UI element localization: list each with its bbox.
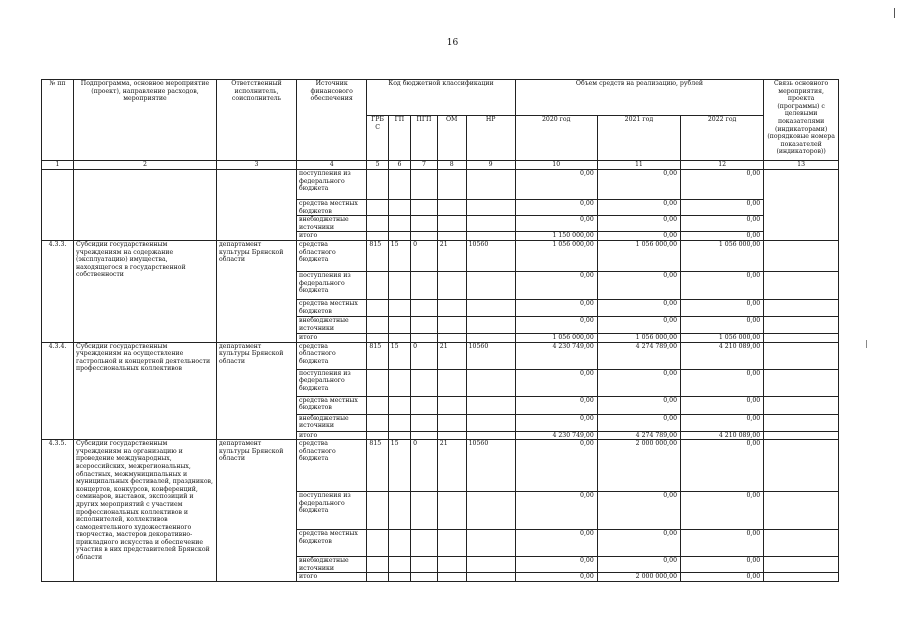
row-code-pgp [411,170,438,200]
row-value-2022: 0,00 [681,170,764,200]
row-value-2020: 1 056 000,00 [515,333,597,342]
scan-edge-mark [894,8,895,18]
row-code-pgp: 0 [411,342,438,369]
row-value-2021: 0,00 [597,369,680,396]
row-num: 4.3.3. [42,240,74,342]
row-value-2021: 0,00 [597,530,680,557]
row-value-2022: 1 056 000,00 [681,240,764,271]
column-number: 7 [411,161,438,170]
header-pgp: ПГП [411,116,438,161]
row-source: средства областного бюджета [296,342,366,369]
row-value-2020: 0,00 [515,396,597,414]
header-2021: 2021 год [597,116,680,161]
row-source: итого [296,573,366,582]
row-code-pgp [411,396,438,414]
row-value-2020: 0,00 [515,530,597,557]
row-code-om [437,216,466,232]
column-number: 11 [597,161,680,170]
header-name: Подпрограмма, основное мероприятие (проект), направление расходов, мероприятие [74,80,217,161]
row-source: средства областного бюджета [296,240,366,271]
row-source: внебюджетные источники [296,316,366,333]
row-code-gp [388,396,410,414]
row-code-om [437,492,466,530]
row-code-grbs [367,232,388,241]
row-value-2022: 0,00 [681,316,764,333]
row-code-om: 21 [437,240,466,271]
row-code-nr [466,216,515,232]
row-code-om [437,316,466,333]
row-value-2022: 0,00 [681,200,764,216]
row-source: средства областного бюджета [296,440,366,492]
row-value-2020: 0,00 [515,414,597,431]
row-value-2020: 0,00 [515,271,597,299]
row-code-om: 21 [437,342,466,369]
row-code-nr [466,316,515,333]
row-code-om [437,200,466,216]
row-code-gp: 15 [388,240,410,271]
row-link [764,414,839,431]
row-name: Субсидии государственным учреждениям на содержание (эксплуатацию) имущества, находящегося в государственной собственности [74,240,217,342]
row-value-2020: 1 056 000,00 [515,240,597,271]
row-source: внебюджетные источники [296,414,366,431]
header-link: Связь основного мероприятия, проекта (программы) с целевыми показателями (индикаторами) (порядковые номера показателей (индикаторов)) [764,80,839,161]
row-source: внебюджетные источники [296,557,366,573]
row-code-gp [388,333,410,342]
row-executor [216,170,296,241]
row-value-2021: 0,00 [597,396,680,414]
row-code-pgp: 0 [411,440,438,492]
row-value-2022: 0,00 [681,440,764,492]
header-gp: ГП [388,116,410,161]
row-code-om [437,573,466,582]
row-code-nr [466,573,515,582]
row-source: поступления из федерального бюджета [296,369,366,396]
row-num [42,170,74,241]
row-code-grbs [367,573,388,582]
row-source: поступления из федерального бюджета [296,492,366,530]
row-value-2022: 0,00 [681,573,764,582]
row-value-2021: 1 056 000,00 [597,240,680,271]
row-code-grbs [367,316,388,333]
row-link [764,271,839,299]
row-value-2020: 0,00 [515,170,597,200]
row-code-gp [388,200,410,216]
row-source: средства местных бюджетов [296,396,366,414]
row-code-nr [466,232,515,241]
row-source: средства местных бюджетов [296,530,366,557]
row-source: поступления из федерального бюджета [296,170,366,200]
table-body [42,170,839,582]
column-number: 12 [681,161,764,170]
column-number: 2 [74,161,217,170]
row-value-2022: 0,00 [681,396,764,414]
row-link [764,369,839,396]
row-executor: департамент культуры Брянской области [216,240,296,342]
row-code-pgp [411,369,438,396]
row-link [764,492,839,530]
row-code-gp [388,316,410,333]
row-value-2021: 2 000 000,00 [597,573,680,582]
row-executor: департамент культуры Брянской области [216,342,296,440]
row-code-grbs [367,414,388,431]
row-value-2022: 4 210 089,00 [681,431,764,440]
row-code-grbs [367,170,388,200]
row-code-grbs [367,200,388,216]
row-value-2021: 4 274 789,00 [597,342,680,369]
row-code-om [437,271,466,299]
row-code-gp [388,431,410,440]
row-code-grbs: 815 [367,440,388,492]
row-num: 4.3.4. [42,342,74,440]
row-code-grbs [367,271,388,299]
row-value-2022: 0,00 [681,414,764,431]
row-value-2021: 0,00 [597,200,680,216]
row-code-nr [466,333,515,342]
row-code-nr [466,369,515,396]
row-code-pgp: 0 [411,240,438,271]
row-code-nr: 10560 [466,240,515,271]
row-link [764,440,839,492]
table-row [42,170,839,200]
row-num: 4.3.5. [42,440,74,582]
row-code-pgp [411,333,438,342]
header-grbs: ГРБС [367,116,388,161]
header-budget-code: Код бюджетной классификации [367,80,515,116]
row-code-gp [388,492,410,530]
row-value-2022: 0,00 [681,232,764,241]
row-link [764,333,839,342]
column-number-row [42,161,839,170]
row-value-2021: 4 274 789,00 [597,431,680,440]
row-code-gp: 15 [388,342,410,369]
row-code-pgp [411,431,438,440]
table-row [42,240,839,271]
row-value-2020: 0,00 [515,369,597,396]
budget-table [41,79,839,582]
row-code-pgp [411,557,438,573]
row-value-2021: 0,00 [597,170,680,200]
column-number: 1 [42,161,74,170]
row-code-pgp [411,492,438,530]
row-code-pgp [411,200,438,216]
row-value-2022: 0,00 [681,216,764,232]
row-value-2022: 0,00 [681,299,764,316]
row-link [764,240,839,271]
row-code-grbs [367,369,388,396]
row-code-gp [388,557,410,573]
table-row [42,342,839,369]
column-number: 8 [437,161,466,170]
row-value-2020: 0,00 [515,316,597,333]
row-link [764,431,839,440]
row-link [764,299,839,316]
row-source: внебюджетные источники [296,216,366,232]
row-link [764,396,839,414]
row-source: поступления из федерального бюджета [296,271,366,299]
row-code-nr [466,492,515,530]
page-number: 16 [446,38,459,48]
row-value-2022: 0,00 [681,369,764,396]
header-volume: Объем средств на реализацию, рублей [515,80,764,116]
row-value-2021: 0,00 [597,492,680,530]
table-row [42,440,839,492]
row-code-gp [388,232,410,241]
row-code-om [437,557,466,573]
row-code-nr [466,414,515,431]
row-value-2021: 2 000 000,00 [597,440,680,492]
row-code-grbs [367,333,388,342]
row-code-om [437,369,466,396]
row-name: Субсидии государственным учреждениям на организацию и проведение международных, всероссийских, межрегиональных, областных, межмуниципальных и муниципальных фестивалей, праздников, концертов, конкурсов, конференций, семинаров, выставок, экспозиций и других мероприятий с участием профессиональных коллективов и исполнителей, коллективов самодеятельного художественного творчества, мастеров декоративно-прикладного искусства и обеспечение участия в них представителей Брянской области [74,440,217,582]
row-code-gp [388,271,410,299]
row-value-2020: 1 150 000,00 [515,232,597,241]
header-nr: НР [466,116,515,161]
row-value-2020: 4 230 749,00 [515,342,597,369]
row-code-om [437,396,466,414]
row-name [74,170,217,241]
row-executor: департамент культуры Брянской области [216,440,296,582]
row-code-nr [466,530,515,557]
column-number: 10 [515,161,597,170]
row-link [764,170,839,241]
row-value-2020: 0,00 [515,492,597,530]
row-link [764,342,839,369]
row-value-2020: 0,00 [515,440,597,492]
row-source: итого [296,232,366,241]
row-value-2021: 0,00 [597,557,680,573]
row-code-om [437,431,466,440]
row-code-nr [466,396,515,414]
row-code-gp [388,573,410,582]
row-value-2021: 0,00 [597,232,680,241]
row-link [764,530,839,557]
row-value-2022: 0,00 [681,492,764,530]
row-code-om: 21 [437,440,466,492]
row-code-nr [466,200,515,216]
row-value-2022: 0,00 [681,271,764,299]
row-value-2020: 0,00 [515,216,597,232]
row-code-om [437,299,466,316]
row-code-pgp [411,232,438,241]
row-value-2021: 0,00 [597,316,680,333]
row-code-nr [466,431,515,440]
row-code-grbs [367,216,388,232]
row-value-2022: 0,00 [681,557,764,573]
column-number: 6 [388,161,410,170]
column-number: 13 [764,161,839,170]
row-value-2020: 4 230 749,00 [515,431,597,440]
row-code-grbs [367,557,388,573]
row-code-pgp [411,271,438,299]
row-code-gp [388,299,410,316]
row-value-2022: 4 210 089,00 [681,342,764,369]
row-code-pgp [411,216,438,232]
header-om: ОМ [437,116,466,161]
row-code-gp [388,170,410,200]
column-number: 4 [296,161,366,170]
row-value-2020: 0,00 [515,573,597,582]
row-code-om [437,530,466,557]
row-source: средства местных бюджетов [296,200,366,216]
row-code-grbs [367,396,388,414]
row-value-2020: 0,00 [515,557,597,573]
row-code-nr [466,271,515,299]
row-code-om [437,414,466,431]
budget-table-container [41,79,839,582]
row-value-2021: 0,00 [597,271,680,299]
row-code-pgp [411,573,438,582]
row-code-pgp [411,414,438,431]
row-code-nr: 10560 [466,440,515,492]
row-code-grbs [367,299,388,316]
row-name: Субсидии государственным учреждениям на осуществление гастрольной и концертной деятельности профессиональных коллективов [74,342,217,440]
row-code-nr [466,170,515,200]
row-code-gp [388,414,410,431]
row-value-2020: 0,00 [515,200,597,216]
row-code-pgp [411,299,438,316]
row-value-2021: 0,00 [597,299,680,316]
row-value-2022: 0,00 [681,530,764,557]
column-number: 3 [216,161,296,170]
row-value-2021: 0,00 [597,414,680,431]
column-number: 9 [466,161,515,170]
row-code-gp: 15 [388,440,410,492]
row-value-2020: 0,00 [515,299,597,316]
row-link [764,316,839,333]
table-header [42,80,839,170]
row-link [764,573,839,582]
row-code-grbs [367,530,388,557]
scan-edge-mark [866,340,867,348]
row-code-grbs [367,492,388,530]
header-num: № пп [42,80,74,161]
row-source: средства местных бюджетов [296,299,366,316]
header-executor: Ответственный исполнитель, соисполнитель [216,80,296,161]
row-code-grbs: 815 [367,240,388,271]
row-code-grbs [367,431,388,440]
header-source: Источник финансового обеспечения [296,80,366,161]
row-code-nr [466,299,515,316]
header-2022: 2022 год [681,116,764,161]
row-code-nr [466,557,515,573]
row-code-om [437,333,466,342]
row-value-2022: 1 056 000,00 [681,333,764,342]
row-source: итого [296,431,366,440]
row-code-gp [388,530,410,557]
header-2020: 2020 год [515,116,597,161]
row-code-nr: 10560 [466,342,515,369]
row-code-gp [388,369,410,396]
row-code-om [437,232,466,241]
row-code-pgp [411,316,438,333]
column-number: 5 [367,161,388,170]
row-code-om [437,170,466,200]
row-value-2021: 0,00 [597,216,680,232]
row-code-gp [388,216,410,232]
row-value-2021: 1 056 000,00 [597,333,680,342]
row-link [764,557,839,573]
row-source: итого [296,333,366,342]
row-code-pgp [411,530,438,557]
row-code-grbs: 815 [367,342,388,369]
